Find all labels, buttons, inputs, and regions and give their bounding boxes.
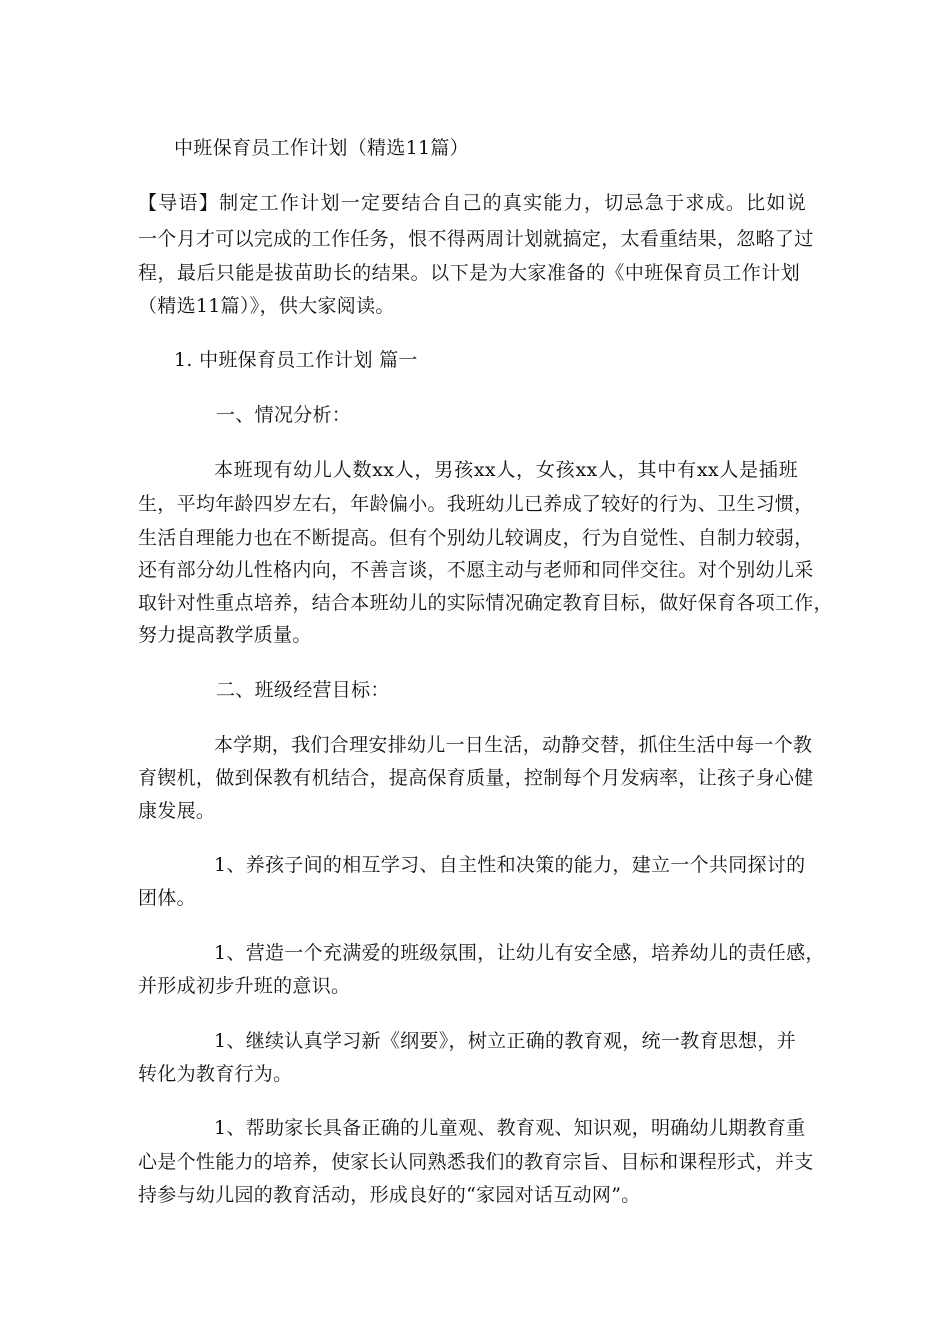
document-title: 中班保育员工作计划（精选11篇） xyxy=(174,137,469,159)
intro-line-4: （精选11篇）》，供大家阅读。 xyxy=(138,295,395,317)
goal-item-2-line-1: 1、营造一个充满爱的班级氛围，让幼儿有安全感，培养幼儿的责任感， xyxy=(214,942,825,964)
goals-line-3: 康发展。 xyxy=(138,800,216,822)
goal-item-4-line-2: 心是个性能力的培养，使家长认同熟悉我们的教育宗旨、目标和课程形式，并支 xyxy=(138,1151,814,1173)
goal-item-1-line-2: 团体。 xyxy=(138,887,196,909)
goal-item-3-line-1: 1、继续认真学习新《纲要》，树立正确的教育观，统一教育思想，并 xyxy=(214,1030,796,1052)
intro-line-3: 程，最后只能是拔苗助长的结果。以下是为大家准备的《中班保育员工作计划 xyxy=(138,262,800,284)
section-heading-situation: 一、情况分析： xyxy=(216,404,352,426)
intro-line-2: 一个月才可以完成的工作任务，恨不得两周计划就搞定，太看重结果，忽略了过 xyxy=(138,228,814,250)
goal-item-1-line-1: 1、养孩子间的相互学习、自主性和决策的能力，建立一个共同探讨的 xyxy=(214,854,806,876)
article-heading: 1. 中班保育员工作计划 篇一 xyxy=(174,349,418,371)
section-heading-goals: 二、班级经营目标： xyxy=(216,679,390,701)
situation-line-3: 生活自理能力也在不断提高。但有个别幼儿较调皮，行为自觉性、自制力较弱， xyxy=(138,527,814,549)
situation-line-6: 努力提高教学质量。 xyxy=(138,624,312,646)
goal-item-2-line-2: 并形成初步升班的意识。 xyxy=(138,975,351,997)
situation-line-5: 取针对性重点培养，结合本班幼儿的实际情况确定教育目标，做好保育各项工作， xyxy=(138,592,833,614)
situation-line-1: 本班现有幼儿人数xx人，男孩xx人，女孩xx人，其中有xx人是插班 xyxy=(214,459,798,481)
intro-line-1: 【导语】制定工作计划一定要结合自己的真实能力，切忌急于求成。比如说 xyxy=(138,192,806,214)
goals-line-1: 本学期，我们合理安排幼儿一日生活，动静交替，抓住生活中每一个教 xyxy=(214,734,813,756)
situation-line-4: 还有部分幼儿性格内向，不善言谈，不愿主动与老师和同伴交往。对个别幼儿采 xyxy=(138,559,814,581)
situation-line-2: 生，平均年龄四岁左右，年龄偏小。我班幼儿已养成了较好的行为、卫生习惯， xyxy=(138,493,814,515)
goal-item-3-line-2: 转化为教育行为。 xyxy=(138,1063,293,1085)
goal-item-4-line-1: 1、帮助家长具备正确的儿童观、教育观、知识观，明确幼儿期教育重 xyxy=(214,1117,806,1139)
goals-line-2: 育锲机，做到保教有机结合，提高保育质量，控制每个月发病率，让孩子身心健 xyxy=(138,767,814,789)
goal-item-4-line-3: 持参与幼儿园的教育活动，形成良好的“家园对话互动网”。 xyxy=(138,1184,641,1206)
